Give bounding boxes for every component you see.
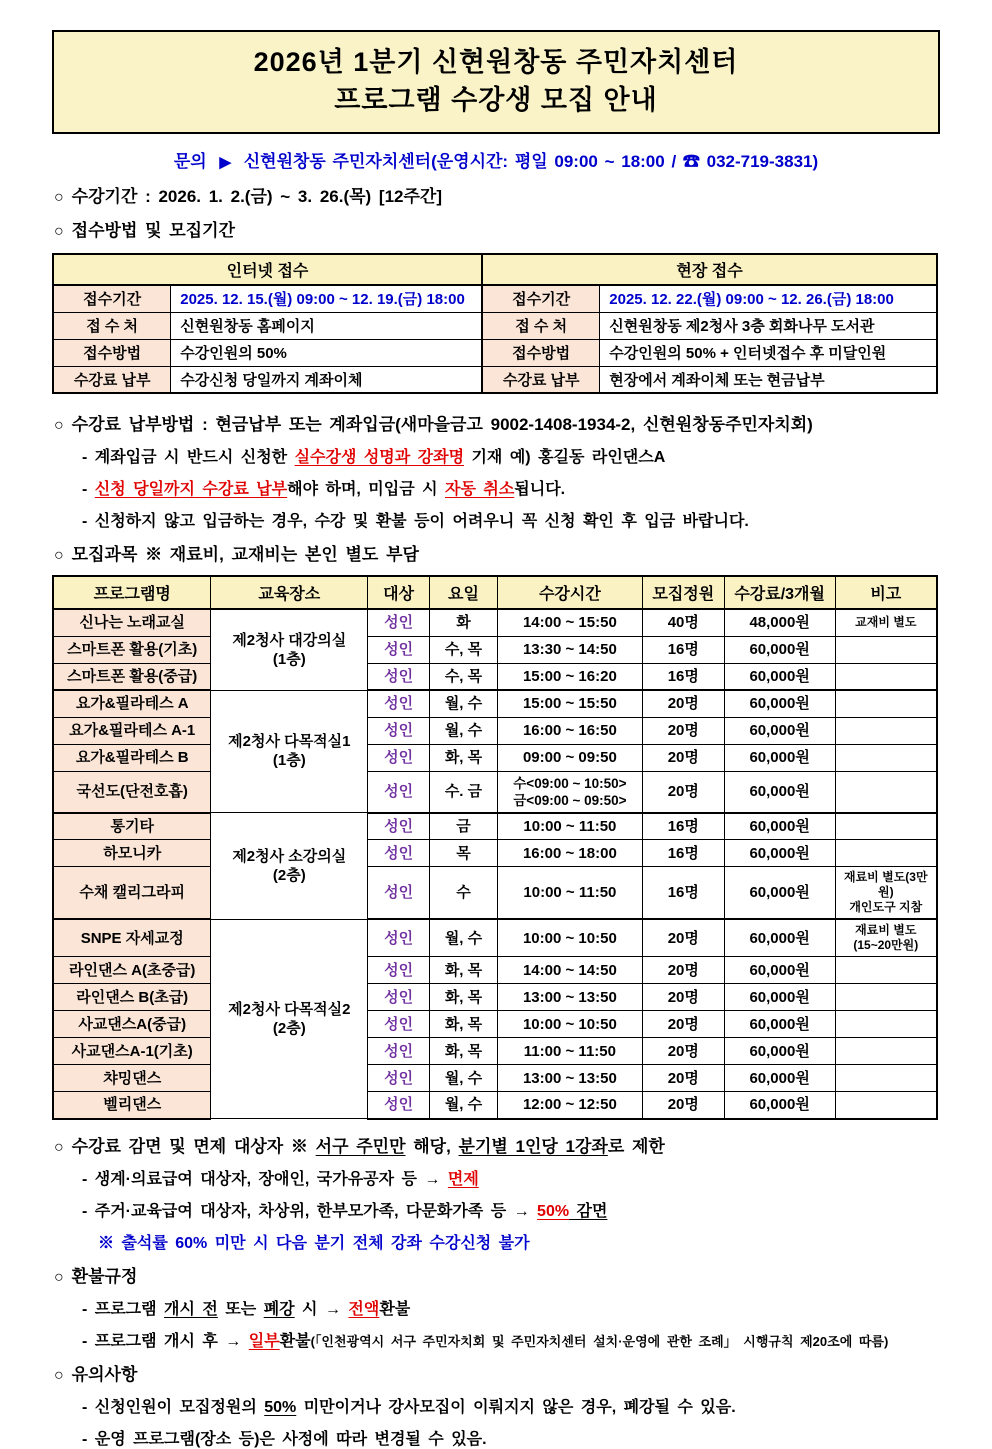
program-name-cell: 라인댄스 B(초급) (53, 984, 211, 1011)
col-program-name: 프로그램명 (53, 576, 211, 609)
col-days: 요일 (430, 576, 498, 609)
time-cell: 15:00 ~ 15:50 (497, 690, 642, 717)
time-cell: 12:00 ~ 12:50 (497, 1092, 642, 1119)
program-name-cell: 사교댄스A-1(기초) (53, 1038, 211, 1065)
arrow-right-icon: ▶ (219, 154, 231, 171)
days-cell: 월, 수 (430, 919, 498, 957)
capacity-cell: 20명 (642, 1011, 724, 1038)
note-cell (835, 771, 937, 813)
days-cell: 화 (430, 609, 498, 636)
location-cell: 제2청사 다목적실1 (1층) (211, 690, 368, 813)
refund-heading: ○ 환불규정 (54, 1266, 138, 1286)
time-cell: 13:00 ~ 13:50 (497, 1065, 642, 1092)
note-cell (835, 1038, 937, 1065)
discount-bullet-2: - 주거·교육급여 대상자, 차상위, 한부모가족, 다문화가족 등 → 50% 감면 (82, 1202, 608, 1220)
row-value: 신현원창동 홈페이지 (171, 312, 482, 339)
location-cell: 제2청사 다목적실2 (2층) (211, 919, 368, 1119)
target-cell: 성인 (368, 771, 430, 813)
registration-row (53, 312, 937, 339)
row-label: 접 수 처 (53, 312, 171, 339)
program-name-cell: 하모니카 (53, 840, 211, 867)
row-value: 수강신청 당일까지 계좌이체 (171, 366, 482, 393)
capacity-cell: 20명 (642, 717, 724, 744)
program-row (53, 840, 937, 867)
program-name-cell: 스마트폰 활용(중급) (53, 663, 211, 690)
row-value: 2025. 12. 15.(월) 09:00 ~ 12. 19.(금) 18:00 (171, 285, 482, 312)
target-cell: 성인 (368, 744, 430, 771)
note-cell (835, 663, 937, 690)
program-table (52, 575, 938, 1120)
capacity-cell: 16명 (642, 813, 724, 840)
target-cell: 성인 (368, 867, 430, 920)
time-cell: 10:00 ~ 10:50 (497, 1011, 642, 1038)
note-cell (835, 1092, 937, 1119)
fee-cell: 60,000원 (724, 636, 835, 663)
capacity-cell: 16명 (642, 636, 724, 663)
program-header-row (53, 576, 937, 609)
target-cell: 성인 (368, 690, 430, 717)
program-name-cell: 국선도(단전호흡) (53, 771, 211, 813)
days-cell: 수. 금 (430, 771, 498, 813)
program-row (53, 717, 937, 744)
row-value: 2025. 12. 22.(월) 09:00 ~ 12. 26.(금) 18:00 (600, 285, 937, 312)
row-label: 수강료 납부 (53, 366, 171, 393)
program-row (53, 867, 937, 920)
program-name-cell: 라인댄스 A(초중급) (53, 957, 211, 984)
target-cell: 성인 (368, 1065, 430, 1092)
col-time: 수강시간 (497, 576, 642, 609)
col-capacity: 모집정원 (642, 576, 724, 609)
program-name-cell: SNPE 자세교정 (53, 919, 211, 957)
col-note: 비고 (835, 576, 937, 609)
recruit-heading: ○ 모집과목 ※ 재료비, 교재비는 본인 별도 부담 (54, 545, 419, 564)
days-cell: 목 (430, 840, 498, 867)
note-cell: 교재비 별도 (835, 609, 937, 636)
capacity-cell: 16명 (642, 867, 724, 920)
time-cell: 10:00 ~ 10:50 (497, 919, 642, 957)
fee-cell: 60,000원 (724, 840, 835, 867)
notes-bullet-2: - 운영 프로그램(장소 등)은 사정에 따라 변경될 수 있음. (82, 1430, 487, 1448)
fee-cell: 60,000원 (724, 957, 835, 984)
col-fee: 수강료/3개월 (724, 576, 835, 609)
time-cell: 16:00 ~ 18:00 (497, 840, 642, 867)
registration-row (53, 285, 937, 312)
program-name-cell: 벨리댄스 (53, 1092, 211, 1119)
days-cell: 수, 목 (430, 636, 498, 663)
days-cell: 수 (430, 867, 498, 920)
fee-cell: 60,000원 (724, 1092, 835, 1119)
discount-bullet-1: - 생계·의료급여 대상자, 장애인, 국가유공자 등 → 면제 (82, 1170, 479, 1188)
onsite-header: 현장 접수 (482, 254, 937, 285)
contact-label: 문의 (173, 152, 207, 171)
payment-bullet-1: - 계좌입금 시 반드시 신청한 실수강생 성명과 강좌명 기재 예) 홍길동 라인댄스A (82, 449, 666, 466)
program-name-cell: 챠밍댄스 (53, 1065, 211, 1092)
row-label: 접수방법 (53, 339, 171, 366)
days-cell: 월, 수 (430, 717, 498, 744)
registration-row (53, 366, 937, 393)
notes-bullet-1: - 신청인원이 모집정원의 50% 미만이거나 강사모집이 이뤄지지 않은 경우, 폐강될 수 있음. (82, 1398, 736, 1416)
row-label: 접수기간 (482, 285, 600, 312)
program-row (53, 957, 937, 984)
program-row (53, 1011, 937, 1038)
note-cell: 재료비 별도(3만원) 개인도구 지참 (835, 867, 937, 920)
capacity-cell: 20명 (642, 1065, 724, 1092)
attendance-note: ※ 출석률 60% 미만 시 다음 분기 전체 강좌 수강신청 불가 (98, 1234, 530, 1252)
program-row (53, 919, 937, 957)
capacity-cell: 20명 (642, 919, 724, 957)
time-cell: 13:30 ~ 14:50 (497, 636, 642, 663)
note-cell (835, 1065, 937, 1092)
location-cell: 제2청사 대강의실 (1층) (211, 609, 368, 690)
target-cell: 성인 (368, 636, 430, 663)
program-row (53, 636, 937, 663)
registration-table (52, 253, 938, 394)
row-value: 신현원창동 제2청사 3층 회화나무 도서관 (600, 312, 937, 339)
circle-bullet-icon: ○ (54, 1138, 64, 1156)
program-name-cell: 요가&필라테스 A (53, 690, 211, 717)
days-cell: 금 (430, 813, 498, 840)
time-cell: 11:00 ~ 11:50 (497, 1038, 642, 1065)
program-row (53, 984, 937, 1011)
time-cell: 10:00 ~ 11:50 (497, 867, 642, 920)
payment-heading: ○ 수강료 납부방법 : 현금납부 또는 계좌입금(새마을금고 9002-1408-1934-2, 신현원창동주민자치회) (54, 415, 813, 434)
circle-bullet-icon: ○ (54, 189, 64, 206)
program-row (53, 663, 937, 690)
period-heading: ○ 수강기간 : 2026. 1. 2.(금) ~ 3. 26.(목) [12주간] (54, 187, 443, 206)
fee-cell: 60,000원 (724, 919, 835, 957)
days-cell: 화, 목 (430, 744, 498, 771)
internet-header: 인터넷 접수 (53, 254, 482, 285)
circle-bullet-icon: ○ (54, 547, 64, 564)
time-cell: 15:00 ~ 16:20 (497, 663, 642, 690)
col-location: 교육장소 (211, 576, 368, 609)
fee-cell: 60,000원 (724, 1011, 835, 1038)
row-label: 접 수 처 (482, 312, 600, 339)
capacity-cell: 20명 (642, 957, 724, 984)
program-name-cell: 사교댄스A(중급) (53, 1011, 211, 1038)
target-cell: 성인 (368, 957, 430, 984)
contact-line (52, 147, 940, 172)
days-cell: 화, 목 (430, 1011, 498, 1038)
note-cell (835, 813, 937, 840)
days-cell: 월, 수 (430, 690, 498, 717)
notes-heading: ○ 유의사항 (54, 1364, 138, 1384)
note-cell (835, 840, 937, 867)
capacity-cell: 20명 (642, 984, 724, 1011)
time-cell: 14:00 ~ 14:50 (497, 957, 642, 984)
program-row (53, 1038, 937, 1065)
program-table-body (53, 609, 937, 1119)
circle-bullet-icon: ○ (54, 417, 64, 434)
days-cell: 월, 수 (430, 1092, 498, 1119)
time-cell: 16:00 ~ 16:50 (497, 717, 642, 744)
circle-bullet-icon: ○ (54, 1268, 64, 1286)
program-name-cell: 수채 캘리그라피 (53, 867, 211, 920)
capacity-cell: 16명 (642, 663, 724, 690)
title-line-1: 2026년 1분기 신현원창동 주민자치센터 (253, 47, 739, 77)
note-cell (835, 690, 937, 717)
program-row (53, 1065, 937, 1092)
payment-bullet-3: - 신청하지 않고 입금하는 경우, 수강 및 환불 등이 어려우니 꼭 신청 확인 후 입금 바랍니다. (82, 513, 749, 530)
days-cell: 화, 목 (430, 1038, 498, 1065)
fee-cell: 60,000원 (724, 771, 835, 813)
row-label: 접수기간 (53, 285, 171, 312)
program-row (53, 1092, 937, 1119)
row-label: 접수방법 (482, 339, 600, 366)
program-row (53, 813, 937, 840)
fee-cell: 48,000원 (724, 609, 835, 636)
row-value: 수강인원의 50% + 인터넷접수 후 미달인원 (600, 339, 937, 366)
target-cell: 성인 (368, 840, 430, 867)
capacity-cell: 20명 (642, 690, 724, 717)
target-cell: 성인 (368, 1038, 430, 1065)
title-line-2: 프로그램 수강생 모집 안내 (334, 85, 658, 115)
target-cell: 성인 (368, 813, 430, 840)
time-cell: 10:00 ~ 11:50 (497, 813, 642, 840)
target-cell: 성인 (368, 919, 430, 957)
days-cell: 화, 목 (430, 984, 498, 1011)
note-cell (835, 1011, 937, 1038)
circle-bullet-icon: ○ (54, 223, 64, 240)
note-cell (835, 636, 937, 663)
target-cell: 성인 (368, 984, 430, 1011)
fee-cell: 60,000원 (724, 984, 835, 1011)
row-value: 현장에서 계좌이체 또는 현금납부 (600, 366, 937, 393)
row-label: 수강료 납부 (482, 366, 600, 393)
registration-header-row (53, 254, 937, 285)
program-name-cell: 신나는 노래교실 (53, 609, 211, 636)
refund-bullet-1: - 프로그램 개시 전 또는 폐강 시 → 전액환불 (82, 1300, 411, 1318)
fee-cell: 60,000원 (724, 813, 835, 840)
col-target: 대상 (368, 576, 430, 609)
target-cell: 성인 (368, 663, 430, 690)
discount-heading: ○ 수강료 감면 및 면제 대상자 ※ 서구 주민만 해당, 분기별 1인당 1강좌로 제한 (54, 1136, 665, 1156)
fee-cell: 60,000원 (724, 663, 835, 690)
program-row (53, 609, 937, 636)
program-name-cell: 요가&필라테스 B (53, 744, 211, 771)
fee-cell: 60,000원 (724, 744, 835, 771)
capacity-cell: 20명 (642, 1038, 724, 1065)
program-name-cell: 통기타 (53, 813, 211, 840)
circle-bullet-icon: ○ (54, 1366, 64, 1384)
refund-bullet-2: - 프로그램 개시 후 → 일부환불(「인천광역시 서구 주민자치회 및 주민자치센터 설치·운영에 관한 조례」 시행규칙 제20조에 따름) (82, 1332, 889, 1350)
target-cell: 성인 (368, 1092, 430, 1119)
program-row (53, 690, 937, 717)
target-cell: 성인 (368, 717, 430, 744)
time-cell: 수<09:00 ~ 10:50> 금<09:00 ~ 09:50> (497, 771, 642, 813)
note-cell (835, 984, 937, 1011)
capacity-cell: 20명 (642, 1092, 724, 1119)
fee-cell: 60,000원 (724, 1065, 835, 1092)
time-cell: 14:00 ~ 15:50 (497, 609, 642, 636)
fee-cell: 60,000원 (724, 717, 835, 744)
time-cell: 13:00 ~ 13:50 (497, 984, 642, 1011)
fee-cell: 60,000원 (724, 1038, 835, 1065)
fee-cell: 60,000원 (724, 690, 835, 717)
note-cell (835, 744, 937, 771)
program-name-cell: 스마트폰 활용(기초) (53, 636, 211, 663)
days-cell: 화, 목 (430, 957, 498, 984)
fee-cell: 60,000원 (724, 867, 835, 920)
time-cell: 09:00 ~ 09:50 (497, 744, 642, 771)
note-cell: 재료비 별도 (15~20만원) (835, 919, 937, 957)
target-cell: 성인 (368, 609, 430, 636)
contact-text: 신현원창동 주민자치센터(운영시간: 평일 09:00 ~ 18:00 / ☎ 032-719-3831) (243, 152, 819, 171)
capacity-cell: 20명 (642, 771, 724, 813)
registration-row (53, 339, 937, 366)
document-title (52, 30, 940, 134)
row-value: 수강인원의 50% (171, 339, 482, 366)
capacity-cell: 40명 (642, 609, 724, 636)
target-cell: 성인 (368, 1011, 430, 1038)
reception-heading: ○ 접수방법 및 모집기간 (54, 221, 235, 240)
note-cell (835, 717, 937, 744)
days-cell: 수, 목 (430, 663, 498, 690)
location-cell: 제2청사 소강의실 (2층) (211, 813, 368, 920)
payment-bullet-2: - 신청 당일까지 수강료 납부해야 하며, 미입금 시 자동 취소됩니다. (82, 481, 566, 498)
program-name-cell: 요가&필라테스 A-1 (53, 717, 211, 744)
capacity-cell: 20명 (642, 744, 724, 771)
program-row (53, 744, 937, 771)
capacity-cell: 16명 (642, 840, 724, 867)
note-cell (835, 957, 937, 984)
program-row (53, 771, 937, 813)
days-cell: 월, 수 (430, 1065, 498, 1092)
